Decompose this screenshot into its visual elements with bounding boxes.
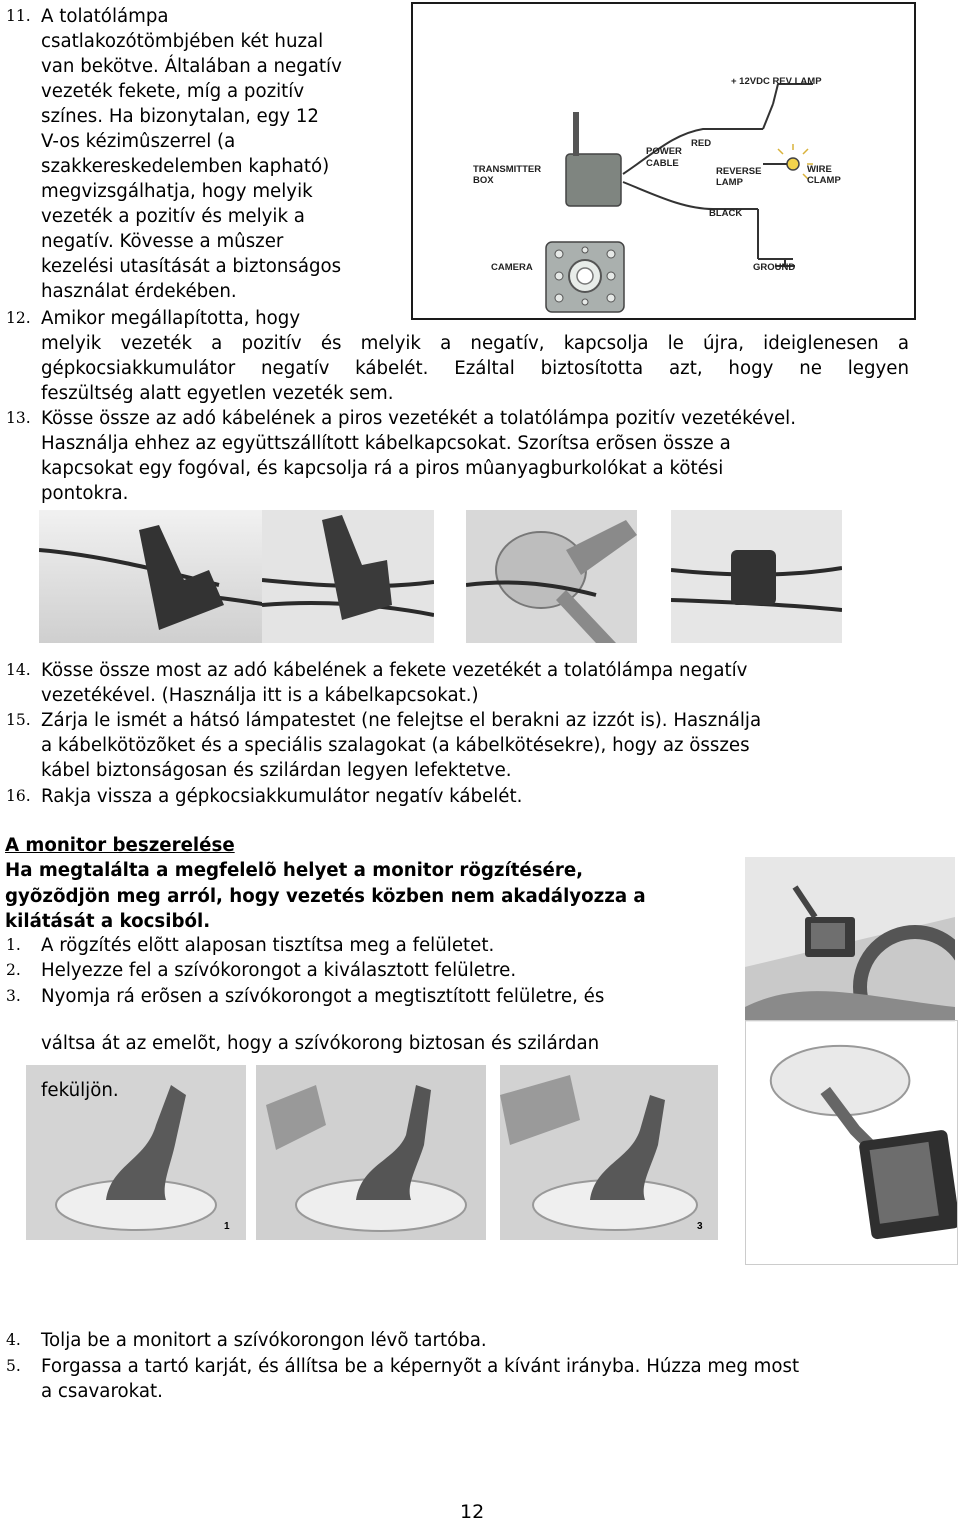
step-11-line: szakkereskedelemben kapható) xyxy=(41,156,330,177)
mount-photo-label: 1 xyxy=(224,1221,230,1232)
step-15-line: a kábelkötözõket és a speciális szalagokat (a kábelkötésekre), hogy az összes xyxy=(41,735,750,756)
step-11-line: vezeték a pozitív és melyik a xyxy=(41,206,305,227)
label-wire-clamp: WIRE xyxy=(807,164,832,175)
step-11-line: V-os kézimûszerrel (a xyxy=(41,131,236,152)
label-reverse-lamp: LAMP xyxy=(716,177,743,188)
label-power-cable: CABLE xyxy=(646,158,679,169)
label-wire-clamp: CLAMP xyxy=(807,175,841,186)
step-11-line: színes. Ha bizonytalan, egy 12 xyxy=(41,106,319,127)
wire-clamp-photo-2 xyxy=(262,510,434,643)
mount-step-3-number: 3. xyxy=(6,987,21,1005)
step-11-line: használat érdekében. xyxy=(41,281,237,302)
section-intro-line: Ha megtalálta a megfelelõ helyet a monitor rögzítésére, xyxy=(5,860,584,881)
step-11-line: megvizsgálhatja, hogy melyik xyxy=(41,181,313,202)
suction-mount-photo-3 xyxy=(500,1065,718,1240)
suction-mount-photo-2 xyxy=(256,1065,486,1240)
step-11-line: negatív. Kövesse a mûszer xyxy=(41,231,284,252)
step-11-line: A tolatólámpa xyxy=(41,6,169,27)
label-camera: CAMERA xyxy=(491,262,533,273)
section-intro-line: gyõzõdjön meg arról, hogy vezetés közben nem akadályozza a xyxy=(5,886,646,907)
step-15-line: Zárja le ismét a hátsó lámpatestet (ne felejtse el berakni az izzót is). Használja xyxy=(41,710,762,731)
step-13-number: 13. xyxy=(6,409,31,427)
dashboard-photo xyxy=(745,857,955,1027)
step-15-number: 15. xyxy=(6,711,31,729)
label-red: RED xyxy=(691,138,712,149)
label-reverse-lamp: REVERSE xyxy=(716,166,762,177)
label-power-cable: POWER xyxy=(646,146,682,157)
section-intro-line: kilátását a kocsiból. xyxy=(5,911,211,932)
mount-step-1-number: 1. xyxy=(6,936,21,954)
step-12-number: 12. xyxy=(6,309,31,327)
mount-step-3-continued: váltsa át az emelõt, hogy a szívókorong biztosan és szilárdan xyxy=(41,1033,600,1054)
step-11-line: csatlakozótömbjében két huzal xyxy=(41,31,324,52)
section-heading: A monitor beszerelése xyxy=(5,835,235,856)
transmitter-box xyxy=(566,154,621,206)
pliers-photo xyxy=(466,510,637,643)
step-13-line: Használja ehhez az együttszállított kábelkapcsokat. Szorítsa erõsen össze a xyxy=(41,433,731,454)
step-13-line: Kösse össze az adó kábelének a piros vezetékét a tolatólámpa pozitív vezetékével. xyxy=(41,408,796,429)
label-transmitter: TRANSMITTER xyxy=(473,164,542,175)
step-11-line: van bekötve. Általában a negatív xyxy=(41,56,342,77)
mount-photo-label: 3 xyxy=(697,1221,703,1232)
step-11-line: kezelési utasítását a biztonságos xyxy=(41,256,342,277)
step-15-line: kábel biztonságosan és szilárdan legyen lefektetve. xyxy=(41,760,512,781)
step-12-line: feszültség alatt egyetlen vezeték sem. xyxy=(41,383,394,404)
step-11-line: vezeték fekete, míg a pozitív xyxy=(41,81,305,102)
mount-step-5-number: 5. xyxy=(6,1357,21,1375)
step-16-line: Rakja vissza a gépkocsiakkumulátor negatív kábelét. xyxy=(41,786,523,807)
label-transmitter: BOX xyxy=(473,175,494,186)
step-14-line: vezetékével. (Használja itt is a kábelkapcsokat.) xyxy=(41,685,479,706)
step-11-number: 11. xyxy=(6,7,31,25)
step-14-number: 14. xyxy=(6,661,31,679)
label-rev-lamp: + 12VDC REV LAMP xyxy=(731,76,822,87)
mount-step-3-text: Nyomja rá erõsen a szívókorongot a megtisztított felületre, és xyxy=(41,986,605,1007)
wiring-diagram xyxy=(411,2,916,320)
step-12-line: melyik vezeték a pozitív és melyik a negatív, kapcsolja le újra, ideiglenesen a xyxy=(41,333,909,354)
step-16-number: 16. xyxy=(6,787,31,805)
label-black: BLACK xyxy=(709,208,743,219)
step-14-line: Kösse össze most az adó kábelének a fekete vezetékét a tolatólámpa negatív xyxy=(41,660,748,681)
mount-step-5-line: Forgassa a tartó karját, és állítsa be a képernyõt a kívánt irányba. Húzza meg most xyxy=(41,1356,800,1377)
mount-step-2-text: Helyezze fel a szívókorongot a kiválasztott felületre. xyxy=(41,960,517,981)
mount-step-5-line: a csavarokat. xyxy=(41,1381,163,1402)
monitor-mounted-photo xyxy=(745,1020,958,1265)
label-ground: GROUND xyxy=(753,262,796,273)
step-13-line: pontokra. xyxy=(41,483,129,504)
mount-step-2-number: 2. xyxy=(6,961,21,979)
step-13-line: kapcsokat egy fogóval, és kapcsolja rá a piros mûanyagburkolókat a kötési xyxy=(41,458,724,479)
page-number: 12 xyxy=(460,1501,485,1523)
mount-step-1-text: A rögzítés elõtt alaposan tisztítsa meg a felületet. xyxy=(41,935,495,956)
wire-clamp-photo-3 xyxy=(671,510,842,643)
mount-step-4-number: 4. xyxy=(6,1331,21,1349)
mount-step-4-line: Tolja be a monitort a szívókorongon lévõ tartóba. xyxy=(41,1330,487,1351)
step-12-line: Amikor megállapította, hogy xyxy=(41,308,301,329)
mount-step-3-continued: feküljön. xyxy=(41,1080,119,1101)
step-12-line: gépkocsiakkumulátor negatív kábelét. Ezáltal biztosította azt, hogy ne legyen xyxy=(41,358,909,379)
